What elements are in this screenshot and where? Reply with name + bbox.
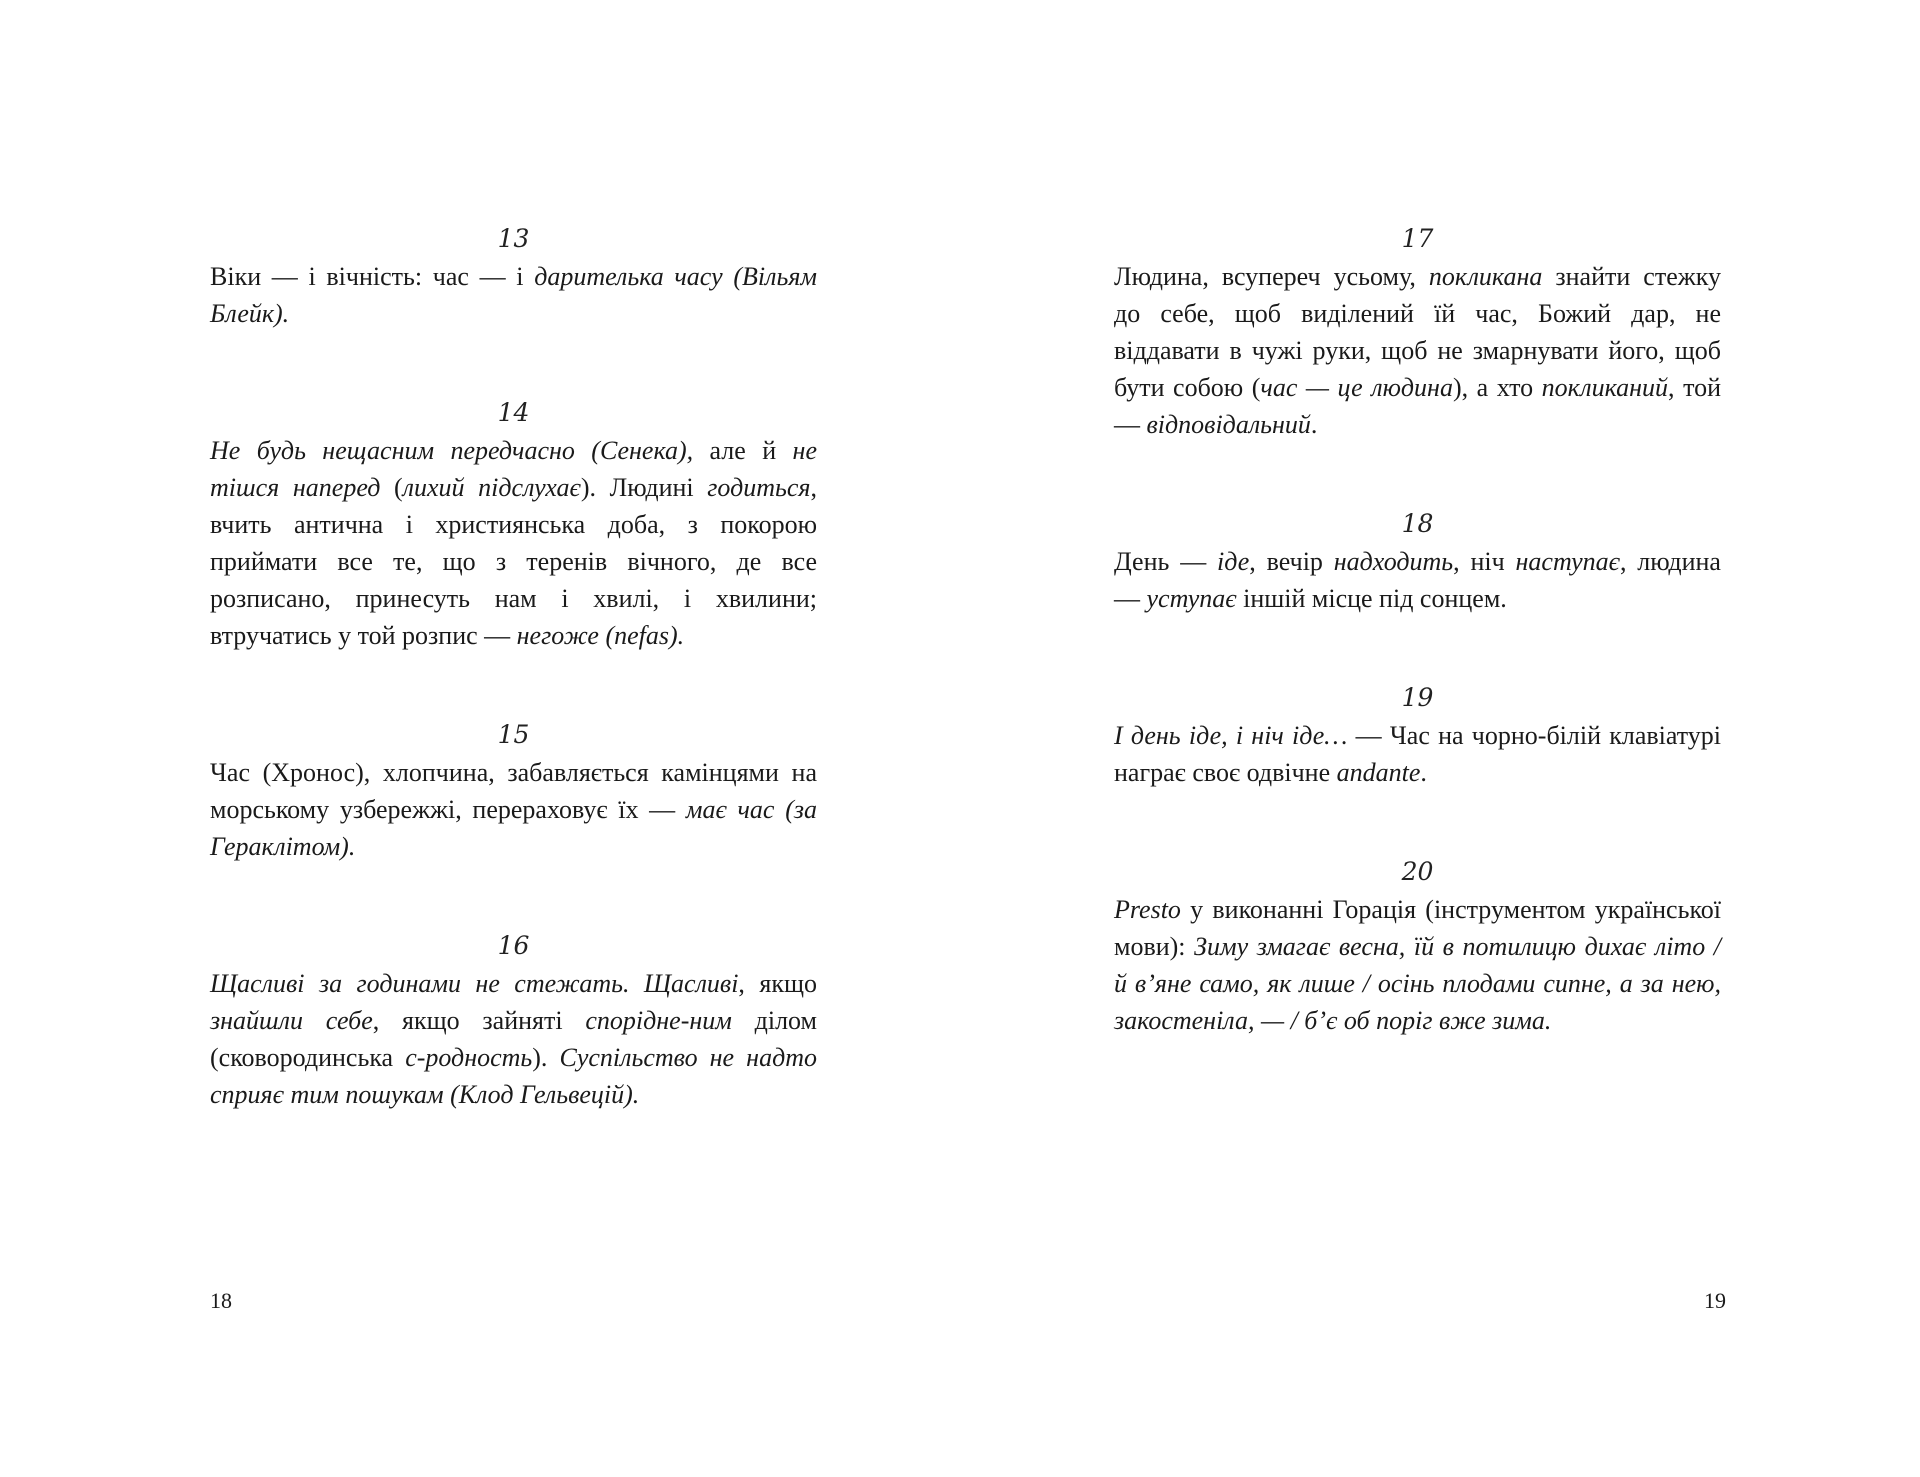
italic-run: Суспільство не надто сприяє тим пошукам (Клод Гельвецій). [210, 1043, 818, 1109]
text-run: знайти стежку до себе, щоб виділений їй час, Божий дар, не віддавати в чужі руки, щоб не змарнувати його, щоб бути собою ( [1114, 262, 1721, 402]
text-run: ( [380, 473, 403, 502]
text-run: іншій місце під сонцем. [1236, 584, 1507, 613]
text-run: , той — [1114, 373, 1722, 439]
entry-number: 19 [1401, 683, 1434, 712]
italic-run: споріднe-ним [585, 1006, 732, 1035]
italic-run: Зиму змагає весна, їй в потилицю дихає літо / й в’яне само, як лише / осінь плодами сипне, а за нею, закостеніла, — / б’є об поріг вже зима. [1114, 932, 1722, 1035]
page-number-left: 18 [210, 1288, 232, 1313]
entry-number: 14 [497, 398, 530, 427]
text-run: . [1420, 758, 1427, 787]
italic-run: уступає [1146, 584, 1237, 613]
text-run: Людина, всупереч усьому, [1114, 262, 1429, 291]
italic-run: Не будь нещасним передчасно (Сенека), [210, 436, 694, 465]
entry-text [1114, 717, 1721, 791]
italic-run: andante [1336, 758, 1421, 787]
italic-run: годиться [707, 473, 811, 502]
page-number-right: 19 [1704, 1288, 1726, 1313]
entry-text [210, 432, 817, 654]
text-run: Віки — і вічність: час — і [210, 262, 535, 291]
text-run: . [1310, 410, 1318, 439]
entry-20 [1114, 853, 1721, 1039]
italic-run: знайшли себе [210, 1006, 373, 1035]
text-run: , ніч [1453, 547, 1516, 576]
italic-run: наступає [1515, 547, 1620, 576]
italic-run: має час (за Гераклітом). [210, 795, 817, 861]
text-run: , людина — [1114, 547, 1721, 613]
entry-number: 15 [497, 720, 530, 749]
text-run: у виконанні Горація (інструментом української мови): [1114, 895, 1721, 961]
italic-run: не тішся наперед [210, 436, 817, 502]
italic-run: покликана [1428, 262, 1543, 291]
italic-run: лихий підслухає [402, 473, 581, 502]
text-run: ділом (сковородинська [210, 1006, 817, 1072]
text-run: , вчить антична і християнська доба, з покорою приймати все те, що з теренів вічного, де все розписано, принесуть нам і хвилі, і хвилини; втручатись у той розпис — [210, 473, 817, 650]
italic-run: с-родность [405, 1043, 533, 1072]
text-run: ). Людині [580, 473, 708, 502]
entry-14 [210, 394, 817, 654]
text-run: ), а хто [1452, 373, 1542, 402]
entry-text [210, 754, 817, 865]
right-page [960, 0, 1920, 1477]
entry-number: 16 [497, 931, 530, 960]
italic-run: Presto [1114, 895, 1181, 924]
text-run: День — [1114, 547, 1218, 576]
text-run: , якщо зайняті [372, 1006, 586, 1035]
entry-18 [1114, 505, 1721, 617]
entry-number: 17 [1401, 224, 1434, 253]
entry-number: 18 [1401, 509, 1434, 538]
entry-text [1114, 543, 1721, 617]
italic-run: негоже (nefas). [516, 621, 685, 650]
italic-run: дарителька часу (Вільям Блейк). [210, 262, 817, 328]
text-run: , вечір [1249, 547, 1334, 576]
entry-16 [210, 927, 817, 1113]
text-run: Час (Хронос), хлопчина, забавляється камінцями на морському узбережжі, перераховує їх — [210, 758, 817, 824]
entry-text [210, 258, 817, 332]
right-text-block [1114, 220, 1721, 1101]
entry-15 [210, 716, 817, 865]
italic-run: надходить [1333, 547, 1454, 576]
entry-17 [1114, 220, 1721, 443]
italic-run: І день іде, і ніч іде… [1114, 721, 1348, 750]
entry-19 [1114, 679, 1721, 791]
italic-run: покликаний [1541, 373, 1669, 402]
entry-13 [210, 220, 817, 332]
text-run: — Час на чорно-білій клавіатурі награє своє одвічне [1114, 721, 1722, 787]
entry-text [1114, 891, 1721, 1039]
entry-number: 13 [497, 224, 530, 253]
text-run: , якщо [738, 969, 817, 998]
entry-text [210, 965, 817, 1113]
italic-run: іде [1217, 547, 1250, 576]
italic-run: Щасливі за годинами не стежать. Щасливі [210, 969, 739, 998]
entry-text [1114, 258, 1721, 443]
entry-number: 20 [1401, 857, 1434, 886]
italic-run: час — це людина [1260, 373, 1453, 402]
text-run: але й [693, 436, 793, 465]
text-run: ). [532, 1043, 560, 1072]
left-text-block [210, 220, 817, 1175]
italic-run: відповідальний [1146, 410, 1311, 439]
